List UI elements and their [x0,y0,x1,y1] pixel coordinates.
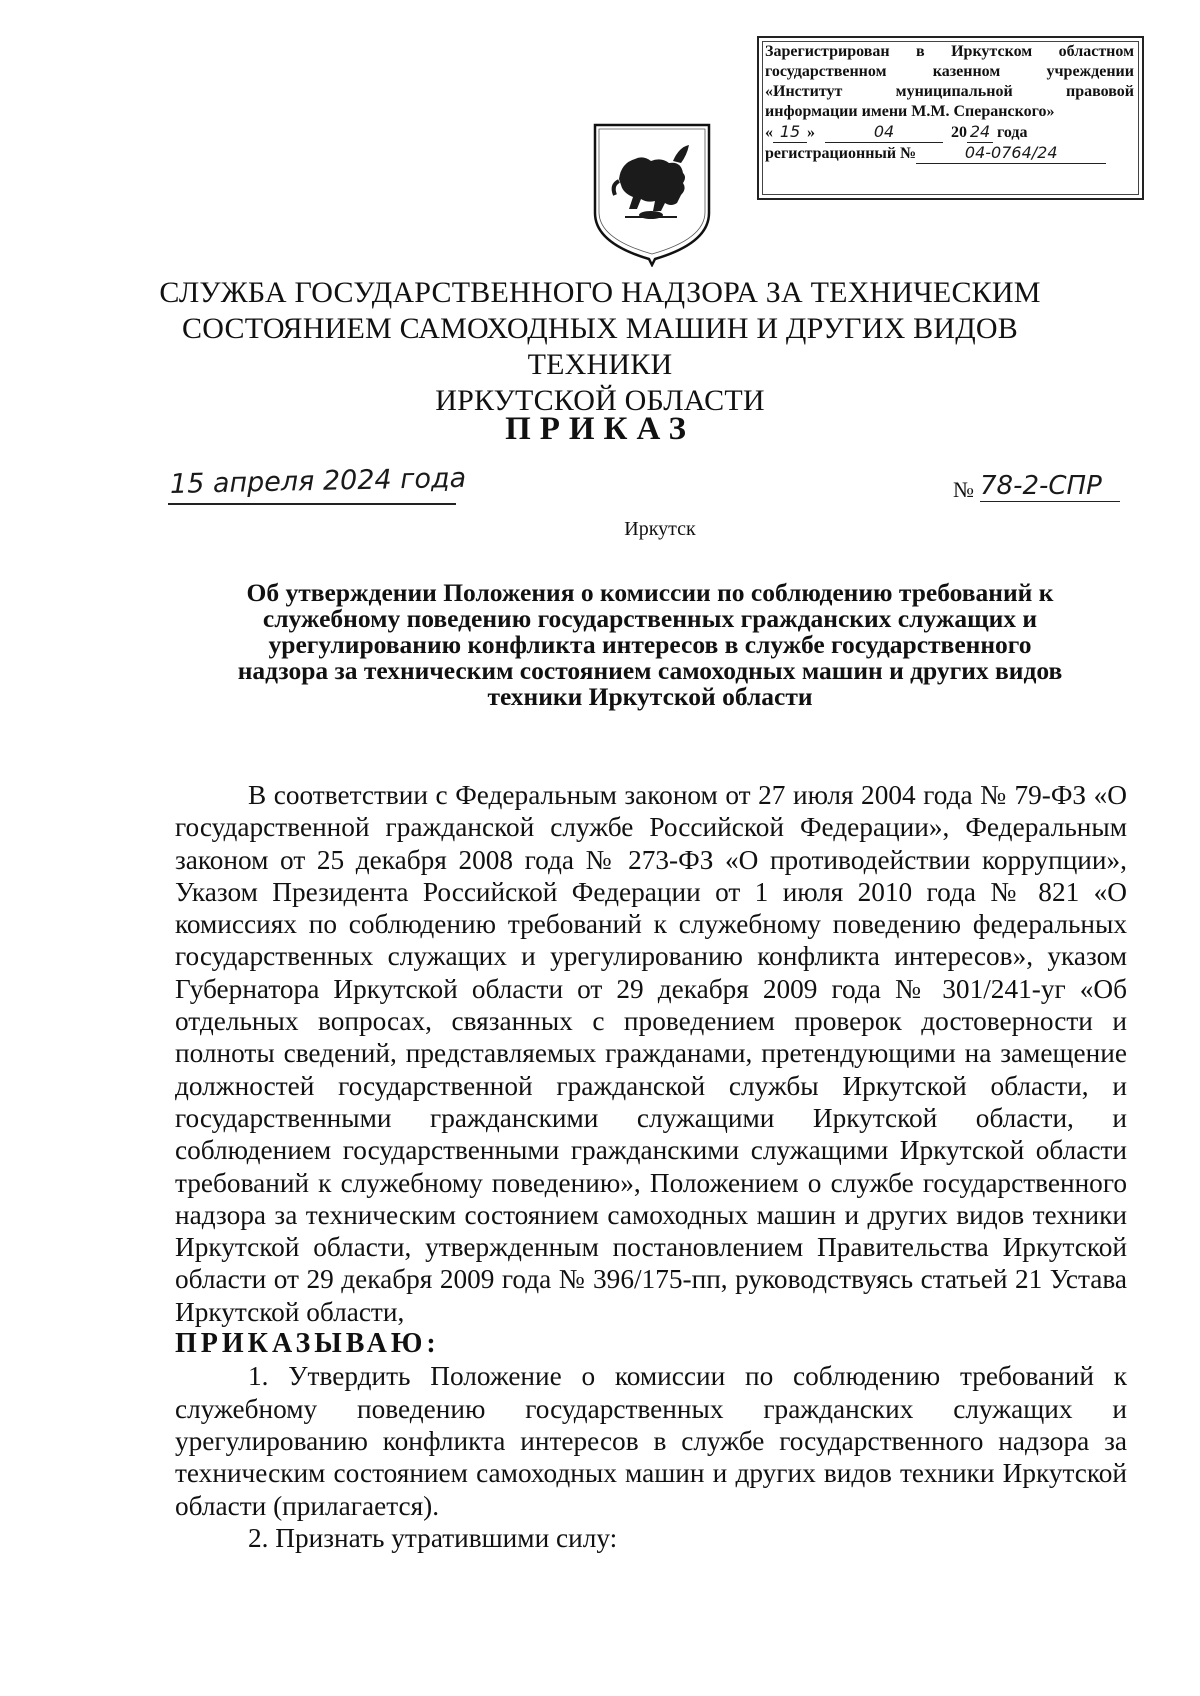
stamp-open-quote: « [765,124,773,141]
order-subject [175,580,1125,710]
stamp-month: 04 [825,122,943,143]
stamp-year-prefix: 20 [951,124,967,141]
number-sign: № [953,477,974,502]
stamp-reg-line [765,143,1134,164]
stamp-year-suffix: 24 [967,122,993,143]
subject-line-3: урегулированию конфликта интересов в службе государственного [268,630,1032,659]
stamp-line-1: Зарегистрирован в Иркутском областном [765,43,1134,60]
order-item-1: 1. Утвердить Положение о комиссии по соблюдению требований к служебному поведению государственных гражданских служащих и урегулированию конфликта интересов в службе государственного надзора за техническим состоянием самоходных машин и других видов техники Иркутской области (прилагается). [175,1361,1127,1521]
stamp-date-line [765,122,1134,143]
city: Иркутск [624,518,696,540]
stamp-line-3: «Институт муниципальной правовой [765,83,1134,100]
organization-title-line-2: СОСТОЯНИЕМ САМОХОДНЫХ МАШИН И ДРУГИХ ВИДОВ ТЕХНИКИ [182,312,1018,381]
subject-line-2: служебному поведению государственных гражданских служащих и [262,604,1038,633]
document-type: ПРИКАЗ [505,411,695,447]
preamble-paragraph: В соответствии с Федеральным законом от 27 июля 2004 года № 79-ФЗ «О государственной гражданской службе Российской Федерации», Федеральным законом от 25 декабря 2008 года № 273-ФЗ «О противодействии коррупции», Указом Президента Российской Федерации от 1 июля 2010 года № 821 «О комиссиях по соблюдению требований к служебному поведению федеральных государственных служащих и урегулированию конфликта интересов», указом Губернатора Иркутской области от 29 декабря 2009 года № 301/241-уг «Об отдельных вопросах, связанных с проведением проверок достоверности и полноты сведений, представляемых гражданами, претендующими на замещение должностей государственной гражданской службы Иркутской области, и государственными гражданскими служащими Иркутской области, и соблюдением государственными гражданскими служащими Иркутской области требований к служебному поведению», Положением о службе государственного надзора за техническим состоянием самоходных машин и других видов техники Иркутской области, утвержденным постановлением Правительства Иркутской области от 29 декабря 2009 года № 396/175-пп, руководствуясь статьей 21 Устава Иркутской области, [175,780,1127,1327]
coat-of-arms-irkutsk-icon [591,121,713,267]
subject-line-4: надзора за техническим состоянием самоходных машин и других видов [237,656,1063,685]
order-keyword: ПРИКАЗЫВАЮ: [175,1328,440,1360]
stamp-day: 15 [773,122,807,143]
organization-title [150,275,1050,419]
subject-line-5: техники Иркутской области [487,682,813,711]
handwritten-order-number: 78-2-СПР [980,471,1120,502]
organization-title-line-3: ИРКУТСКОЙ ОБЛАСТИ [435,384,765,417]
date-underline [168,503,456,505]
stamp-line-2: государственном казенном учреждении [765,63,1134,80]
stamp-year-word: года [997,124,1028,141]
order-item-2: 2. Признать утратившими силу: [248,1522,618,1553]
stamp-line-4: информации имени М.М. Сперанского» [765,103,1055,120]
registration-stamp [757,36,1144,200]
stamp-close-quote: » [807,124,815,141]
stamp-reg-label: регистрационный № [765,145,917,162]
order-body [175,779,1127,1554]
subject-line-1: Об утверждении Положения о комиссии по соблюдению требований к [246,578,1054,607]
stamp-reg-number: 04-0764/24 [916,143,1106,164]
handwritten-date: 15 апреля 2024 года [169,462,467,500]
organization-title-line-1: СЛУЖБА ГОСУДАРСТВЕННОГО НАДЗОРА ЗА ТЕХНИЧЕСКИМ [159,276,1041,309]
